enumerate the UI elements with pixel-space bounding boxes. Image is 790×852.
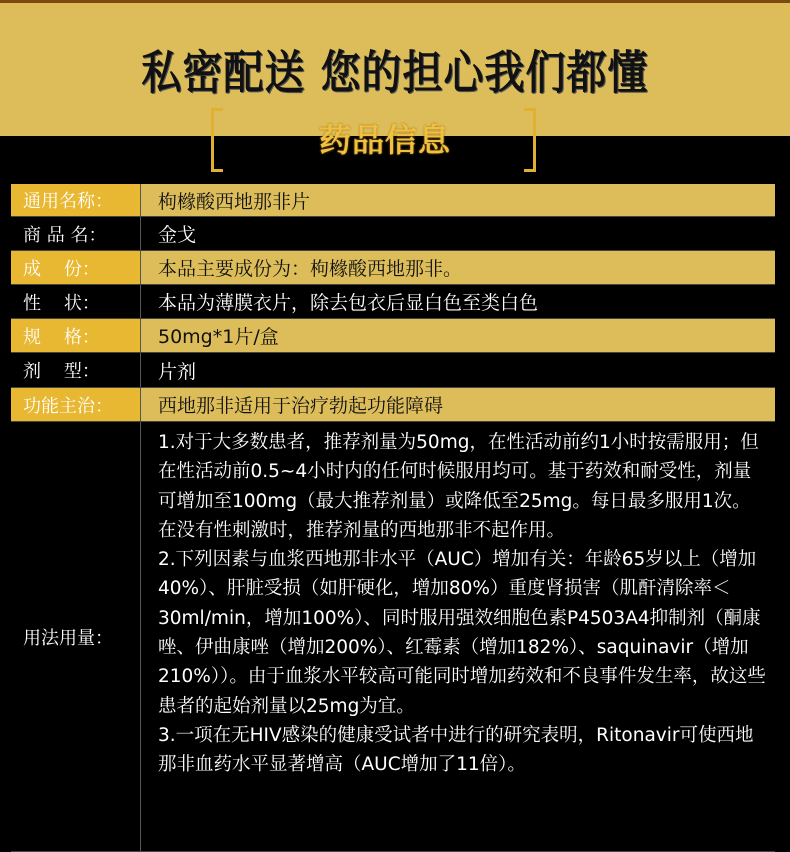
left-bracket-decoration	[211, 108, 223, 172]
row-label: 通用名称：	[11, 184, 141, 216]
table-row-generic-name	[11, 184, 775, 217]
row-value: 西地那非适用于治疗勃起功能障碍	[141, 388, 775, 421]
usage-paragraph-2: 2.下列因素与血浆西地那非水平（AUC）增加有关：年龄65岁以上（增加40%）、肝脏受损（如肝硬化，增加80%）重度肾损害（肌酐清除率＜30ml/min，增加100%）、同时服用强效细胞色素P4503A4抑制剂（酮康唑、伊曲康唑（增加200%）、红霉素（增加182%）、saquinavir（增加210%））。由于血浆水平较高可能同时增加药效和不良事件发生率，故这些患者的起始剂量以25mg为宜。	[158, 549, 766, 717]
drug-info-table	[11, 184, 775, 852]
table-row-brand-name	[11, 217, 775, 251]
row-value: 50mg*1片/盒	[141, 319, 775, 352]
usage-text	[141, 422, 775, 851]
table-row-specification	[11, 319, 775, 353]
table-row-ingredients	[11, 251, 775, 285]
usage-paragraph-3: 3.一项在无HIV感染的健康受试者中进行的研究表明，Ritonavir可使西地那非血药水平显著增高（AUC增加了11倍）。	[158, 724, 754, 776]
row-value: 本品为薄膜衣片，除去包衣后显白色至类白色	[141, 285, 775, 318]
usage-paragraph-1: 1.对于大多数患者，推荐剂量为50mg，在性活动前约1小时按需服用；但在性活动前0.5~4小时内的任何时候服用均可。基于药效和耐受性，剂量可增加至100mg（最大推荐剂量）或降低至25mg。每日最多服用1次。在没有性刺激时，推荐剂量的西地那非不起作用。	[158, 432, 759, 541]
section-title: 药品信息	[318, 121, 451, 159]
table-row-appearance	[11, 285, 775, 319]
row-label: 商 品 名：	[11, 217, 141, 250]
row-label: 规 格：	[11, 319, 141, 352]
table-row-dosage-form	[11, 353, 775, 388]
table-row-usage	[11, 422, 775, 852]
banner-text: 私密配送 您的担心我们都懂	[141, 47, 649, 100]
row-value: 枸橼酸西地那非片	[141, 184, 775, 216]
row-label: 剂 型：	[11, 353, 141, 387]
row-value: 片剂	[141, 353, 775, 387]
row-label: 性 状：	[11, 285, 141, 318]
right-bracket-decoration	[524, 108, 536, 172]
row-label: 用法用量：	[11, 422, 141, 851]
table-row-indications	[11, 388, 775, 422]
row-value: 金戈	[141, 217, 775, 250]
row-label: 功能主治：	[11, 388, 141, 421]
row-value: 本品主要成份为：枸橼酸西地那非。	[141, 251, 775, 284]
row-label: 成 份：	[11, 251, 141, 284]
